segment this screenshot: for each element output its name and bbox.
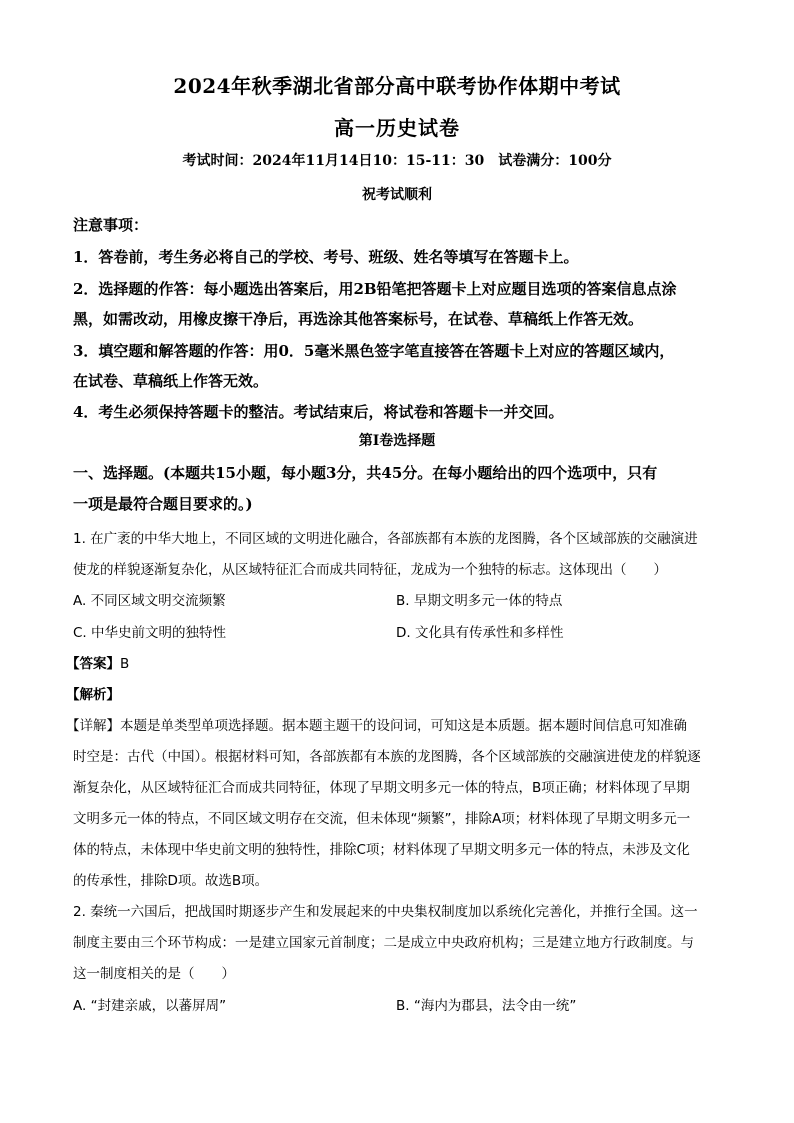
answer-value: B <box>120 656 130 672</box>
q2-option-a: A. “封建亲戚，以蕃屏周” <box>73 998 227 1014</box>
answer-tag: 【答案】 <box>66 656 120 672</box>
question-2-stem: 制度主要由三个环节构成：一是建立国家元首制度；二是成立中央政府机构；三是建立地方行政制度。与 <box>73 935 694 951</box>
question-2-stem: 这一制度相关的是（ ） <box>73 966 235 982</box>
section-intro: 一项是最符合题目要求的。) <box>73 495 253 513</box>
q1-detail-line: 渐复杂化，从区域特征汇合而成共同特征，体现了早期文明多元一体的特点，B项正确；材料体现了早期 <box>73 780 690 796</box>
q1-detail-line: 的传承性，排除D项。故选B项。 <box>73 873 269 889</box>
analysis-tag: 【解析】 <box>66 687 120 703</box>
q1-answer <box>66 652 129 672</box>
q1-option-b: B. 早期文明多元一体的特点 <box>396 593 563 609</box>
notice-line: 黑，如需改动，用橡皮擦干净后，再选涂其他答案标号，在试卷、草稿纸上作答无效。 <box>73 310 644 328</box>
exam-info: 考试时间：2024年11月14日10：15-11：30 试卷满分：100分 <box>182 153 612 169</box>
q1-detail-line: 文明多元一体的特点，不同区域文明存在交流，但未体现“频繁”，排除A项；材料体现了早期文明多元一 <box>73 811 691 827</box>
notice-line: 3．填空题和解答题的作答：用0．5毫米黑色签字笔直接答在答题卡上对应的答题区域内， <box>73 342 675 360</box>
q1-detail-line: 时空是：古代（中国）。根据材料可知，各部族都有本族的龙图腾，各个区域部族的交融演进使龙的样貌逐 <box>73 749 701 765</box>
q1-option-a: A. 不同区域文明交流频繁 <box>73 593 226 609</box>
question-1-stem: 使龙的样貌逐渐复杂化，从区域特征汇合而成共同特征，龙成为一个独特的标志。这体现出（ ） <box>73 562 667 578</box>
q2-option-b: B. “海内为郡县，法令由一统” <box>396 998 577 1014</box>
q1-option-d: D. 文化具有传承性和多样性 <box>396 625 564 641</box>
q1-detail-line: 【详解】本题是单类型单项选择题。据本题主题干的设问词，可知这是本质题。据本题时间信息可知准确 <box>66 718 687 734</box>
question-1-stem: 1. 在广袤的中华大地上，不同区域的文明进化融合，各部族都有本族的龙图腾，各个区域部族的交融演进 <box>73 531 698 547</box>
notice-line: 1．答卷前，考生务必将自己的学校、考号、班级、姓名等填写在答题卡上。 <box>73 248 579 266</box>
section-title: 第Ⅰ卷选择题 <box>358 433 436 449</box>
q1-option-c: C. 中华史前文明的独特性 <box>73 625 227 641</box>
exam-subtitle: 高一历史试卷 <box>334 116 460 140</box>
notice-line: 在试卷、草稿纸上作答无效。 <box>73 372 269 390</box>
exam-title: 2024年秋季湖北省部分高中联考协作体期中考试 <box>173 74 621 98</box>
q1-detail-line: 体的特点，未体现中华史前文明的独特性，排除C项；材料体现了早期文明多元一体的特点，未涉及文化 <box>73 842 690 858</box>
exam-wish: 祝考试顺利 <box>362 187 432 203</box>
notice-line: 4．考生必须保持答题卡的整洁。考试结束后，将试卷和答题卡一并交回。 <box>73 403 564 421</box>
section-intro: 一、选择题。(本题共15小题，每小题3分，共45分。在每小题给出的四个选项中，只有 <box>73 464 658 482</box>
q1-analysis-tag <box>66 683 120 703</box>
question-2-stem: 2. 秦统一六国后，把战国时期逐步产生和发展起来的中央集权制度加以系统化完善化，并推行全国。这一 <box>73 904 698 920</box>
notice-heading: 注意事项： <box>73 216 149 234</box>
notice-line: 2．选择题的作答：每小题选出答案后，用2B铅笔把答题卡上对应题目选项的答案信息点涂 <box>73 280 677 298</box>
